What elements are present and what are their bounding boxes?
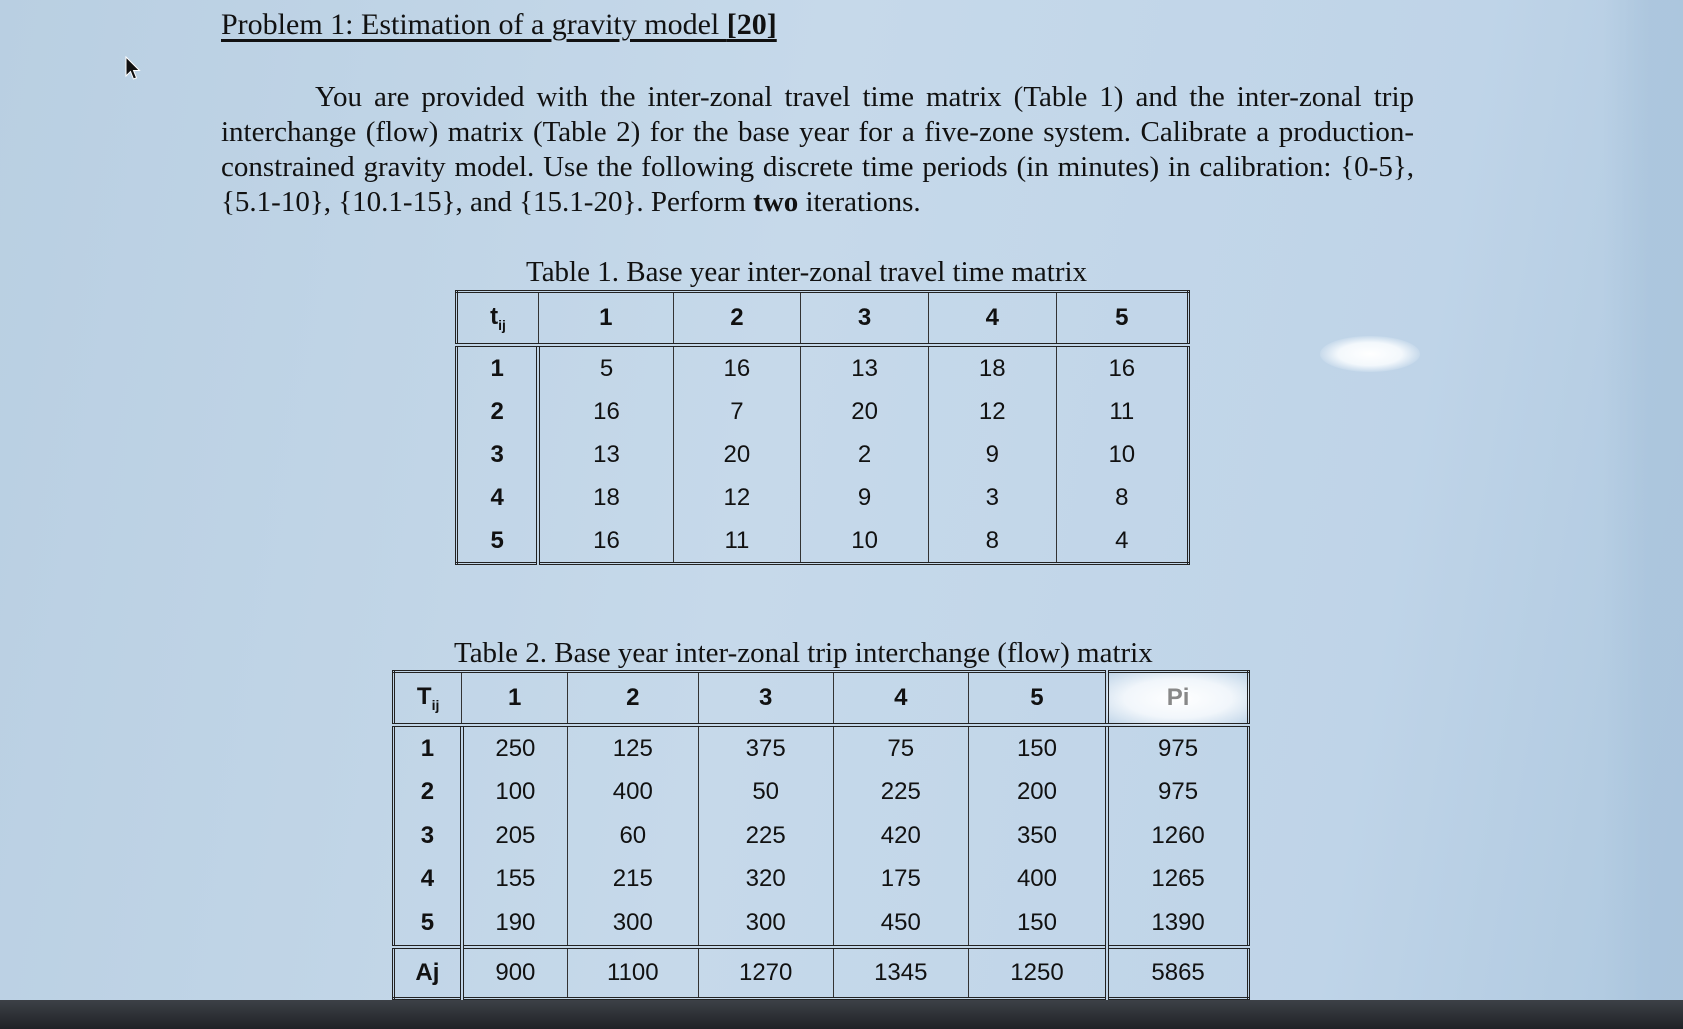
statement-text-2: iterations.	[798, 186, 921, 218]
table2-caption: Table 2. Base year inter-zonal trip interchange (flow) matrix	[454, 637, 1153, 669]
totals-row	[394, 947, 1249, 999]
table-cell: 375	[698, 725, 833, 771]
table-cell: 16	[538, 390, 673, 433]
table-cell: 150	[968, 725, 1107, 771]
row-label: 4	[457, 476, 539, 519]
row-label: 3	[394, 814, 462, 858]
table-cell: 11	[673, 519, 801, 564]
table-cell: 10	[1056, 433, 1188, 476]
table-cell: 9	[801, 476, 929, 519]
table2-col-header: 4	[833, 672, 968, 726]
table-row	[457, 390, 1189, 433]
statement-bold: two	[753, 186, 799, 218]
table2-col-header: 2	[567, 672, 698, 726]
grand-total-cell: 5865	[1107, 947, 1248, 999]
table-cell: 190	[462, 901, 568, 947]
table-cell: 16	[1056, 345, 1188, 390]
table-cell: 60	[567, 814, 698, 858]
problem-title	[221, 8, 777, 42]
mouse-pointer-icon	[124, 56, 142, 82]
row-label: 5	[457, 519, 539, 564]
table-row	[457, 519, 1189, 564]
table-cell: 350	[968, 814, 1107, 858]
table-cell: 5	[538, 345, 673, 390]
table-cell: 13	[801, 345, 929, 390]
table-cell: 8	[928, 519, 1056, 564]
table2-col-header-pi: Pi	[1107, 672, 1248, 726]
table-cell: 12	[673, 476, 801, 519]
total-cell: 900	[462, 947, 568, 999]
table-cell: 320	[698, 858, 833, 902]
table-cell: 400	[567, 771, 698, 815]
table-cell: 50	[698, 771, 833, 815]
table-cell: 1260	[1107, 814, 1248, 858]
table-cell: 225	[833, 771, 968, 815]
table-cell: 1390	[1107, 901, 1248, 947]
table1-col-header: 2	[673, 292, 801, 346]
table-cell: 205	[462, 814, 568, 858]
table-cell: 16	[538, 519, 673, 564]
table1-col-header: 1	[538, 292, 673, 346]
table-cell: 420	[833, 814, 968, 858]
table-cell: 100	[462, 771, 568, 815]
table-row	[457, 345, 1189, 390]
row-label: 2	[394, 771, 462, 815]
table-cell: 400	[968, 858, 1107, 902]
total-cell: 1100	[567, 947, 698, 999]
table-row	[457, 476, 1189, 519]
table1-caption: Table 1. Base year inter-zonal travel time matrix	[526, 256, 1088, 288]
table-cell: 2	[801, 433, 929, 476]
table-cell: 18	[538, 476, 673, 519]
table-cell: 155	[462, 858, 568, 902]
table-row	[394, 771, 1249, 815]
row-label: 1	[457, 345, 539, 390]
table-cell: 7	[673, 390, 801, 433]
table-cell: 1265	[1107, 858, 1248, 902]
table-cell: 13	[538, 433, 673, 476]
table1-col-header: 3	[801, 292, 929, 346]
table-cell: 18	[928, 345, 1056, 390]
table-row	[394, 901, 1249, 947]
table1-col-header: 4	[928, 292, 1056, 346]
problem-points: [20]	[726, 8, 777, 41]
travel-time-table	[455, 290, 1190, 565]
problem-statement	[221, 80, 1414, 220]
row-label: 5	[394, 901, 462, 947]
table-cell: 20	[801, 390, 929, 433]
table-cell: 200	[968, 771, 1107, 815]
table-cell: 450	[833, 901, 968, 947]
table-cell: 300	[698, 901, 833, 947]
row-label: 4	[394, 858, 462, 902]
table-cell: 215	[567, 858, 698, 902]
table2-col-header: 3	[698, 672, 833, 726]
table-cell: 75	[833, 725, 968, 771]
table-cell: 20	[673, 433, 801, 476]
table-cell: 125	[567, 725, 698, 771]
total-cell: 1270	[698, 947, 833, 999]
table-cell: 975	[1107, 771, 1248, 815]
table-cell: 3	[928, 476, 1056, 519]
table-cell: 12	[928, 390, 1056, 433]
table-row	[394, 814, 1249, 858]
problem-title-text: Problem 1: Estimation of a gravity model	[221, 8, 727, 41]
table1-col-header: 5	[1056, 292, 1188, 346]
statement-text-1: You are provided with the inter-zonal travel time matrix (Table 1) and the inter-zonal trip interchange (flow) matrix (Table 2) for the base year for a five-zone system. Calibrate a production-constrained gravity model. Use the following discrete time periods (in minutes) in calibration: {0-5}, {5.1-10}, {10.1-15}, and {15.1-20}. Perform	[221, 81, 1414, 218]
table2-col-header: 1	[462, 672, 568, 726]
table-row	[394, 725, 1249, 771]
table-cell: 225	[698, 814, 833, 858]
table-cell: 9	[928, 433, 1056, 476]
screen-glare	[1320, 336, 1420, 372]
table-cell: 175	[833, 858, 968, 902]
table-cell: 10	[801, 519, 929, 564]
row-label: 1	[394, 725, 462, 771]
table-cell: 8	[1056, 476, 1188, 519]
screen-edge-shade	[1603, 0, 1683, 1000]
table2-col-header: 5	[968, 672, 1107, 726]
totals-label: Aj	[394, 947, 462, 999]
table-cell: 4	[1056, 519, 1188, 564]
total-cell: 1250	[968, 947, 1107, 999]
table-cell: 11	[1056, 390, 1188, 433]
row-label: 2	[457, 390, 539, 433]
row-label: 3	[457, 433, 539, 476]
table-cell: 150	[968, 901, 1107, 947]
monitor-bezel	[0, 1000, 1683, 1029]
table-cell: 16	[673, 345, 801, 390]
table-row	[394, 858, 1249, 902]
table-cell: 300	[567, 901, 698, 947]
table1-corner-header: $t_{ij}$	[457, 292, 539, 346]
table-cell: 975	[1107, 725, 1248, 771]
table2-corner-header: $T_{ij}$	[394, 672, 462, 726]
total-cell: 1345	[833, 947, 968, 999]
table-row	[457, 433, 1189, 476]
table-cell: 250	[462, 725, 568, 771]
trip-flow-table	[392, 670, 1250, 1000]
